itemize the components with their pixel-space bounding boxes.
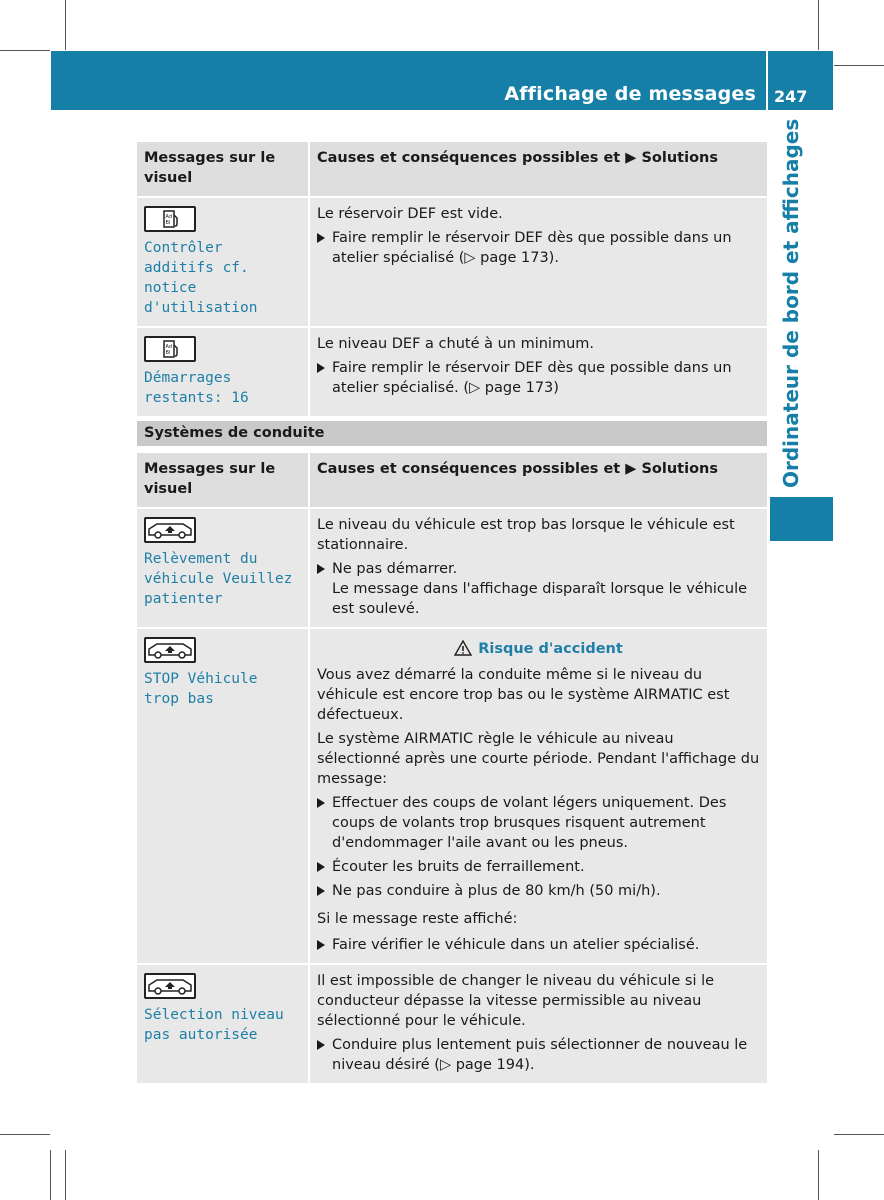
header-separator [766,51,768,110]
solution-bullet: Faire remplir le réservoir DEF dès que possible dans un atelier spécialisé. (▷ page 173) [317,358,760,398]
vehicle-level-raise-icon [144,517,196,543]
warning-triangle-icon [454,640,472,656]
bullet-text: Ne pas démarrer. [332,561,458,577]
crop-mark [0,1134,50,1135]
table-row [137,197,767,327]
solution-bullet: Faire vérifier le véhicule dans un atelier spécialisé. [317,935,760,955]
svg-text:Ad: Ad [165,344,173,350]
cause-text: Le réservoir DEF est vide. [317,206,503,222]
adblue-tank-icon [144,206,196,232]
table-header-row [137,453,767,508]
column-header-causes: Causes et conséquences possibles et ▶ Solutions [309,453,767,508]
paragraph: Vous avez démarré la conduite même si le niveau du véhicule est encore trop bas ou le système AIRMATIC est défectueux. [317,667,730,723]
display-message: Contrôler additifs cf. notice d'utilisation [144,240,258,316]
table-row [137,964,767,1084]
svg-text:Bl: Bl [165,350,171,356]
column-header-messages: Messages sur le visuel [137,453,309,508]
table-header-row [137,142,767,197]
messages-table-def [137,142,767,418]
table-row [137,327,767,417]
crop-mark [65,1150,66,1200]
svg-text:Ad: Ad [165,214,173,220]
paragraph: Si le message reste affiché: [317,911,518,927]
warning-label: Risque d'accident [478,641,623,657]
display-message: STOP Véhicule trop bas [144,671,258,707]
vehicle-level-raise-icon [144,973,196,999]
crop-mark [834,65,884,66]
solution-bullet: Faire remplir le réservoir DEF dès que possible dans un atelier spécialisé (▷ page 173). [317,228,760,268]
vehicle-level-raise-icon [144,637,196,663]
display-message: Démarrages restants: 16 [144,370,249,406]
svg-text:Bl: Bl [165,220,171,226]
table-row [137,628,767,964]
display-message: Relèvement du véhicule Veuillez patienter [144,551,293,607]
page-number: 247 [774,87,808,106]
bullet-note: Le message dans l'affichage disparaît lorsque le véhicule est soulevé. [332,581,748,617]
display-message: Sélection niveau pas autorisée [144,1007,284,1043]
column-header-causes: Causes et conséquences possibles et ▶ Solutions [309,142,767,197]
chapter-tab-marker [770,497,833,541]
page-title: Affichage de messages [504,83,756,105]
crop-mark [50,1150,51,1200]
crop-mark [834,1134,884,1135]
adblue-tank-icon [144,336,196,362]
paragraph: Le système AIRMATIC règle le véhicule au niveau sélectionné après une courte période. Pendant l'affichage du message: [317,731,760,787]
column-header-messages: Messages sur le visuel [137,142,309,197]
crop-mark [818,1150,819,1200]
cause-text: Il est impossible de changer le niveau du véhicule si le conducteur dépasse la vitesse permissible au niveau sélectionné pour le véhicule. [317,973,715,1029]
chapter-side-label: Ordinateur de bord et affichages [779,118,803,488]
solution-bullet: Écouter les bruits de ferraillement. [317,857,760,877]
messages-table-driving-systems [137,453,767,1085]
crop-mark [65,0,66,50]
table-row [137,508,767,628]
warning-heading [317,639,760,659]
solution-bullet [317,559,760,619]
crop-mark [0,50,50,51]
solution-bullet: Conduire plus lentement puis sélectionner de nouveau le niveau désiré (▷ page 194). [317,1035,760,1075]
solution-bullet: Effectuer des coups de volant légers uniquement. Des coups de volants trop brusques risquent autrement d'endommager l'aile avant ou les pneus. [317,793,760,853]
crop-mark [818,0,819,50]
solution-bullet: Ne pas conduire à plus de 80 km/h (50 mi/h). [317,881,760,901]
cause-text: Le niveau DEF a chuté à un minimum. [317,336,595,352]
cause-text: Le niveau du véhicule est trop bas lorsque le véhicule est stationnaire. [317,517,735,553]
section-heading: Systèmes de conduite [137,421,767,446]
